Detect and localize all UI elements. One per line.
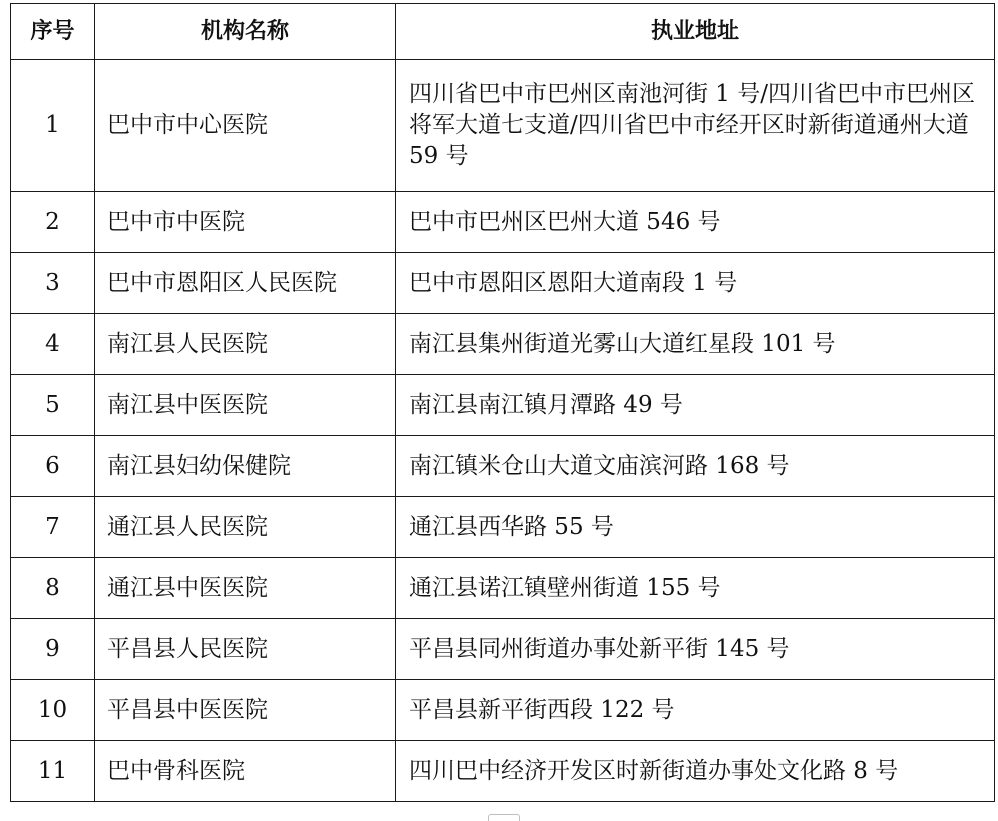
table-row [11, 253, 995, 314]
row-number: 5 [11, 375, 95, 436]
institution-address: 四川巴中经济开发区时新街道办事处文化路 8 号 [396, 741, 995, 802]
table-row [11, 192, 995, 253]
institution-name: 巴中骨科医院 [95, 741, 396, 802]
institution-address: 南江县南江镇月潭路 49 号 [396, 375, 995, 436]
institution-address: 平昌县同州街道办事处新平街 145 号 [396, 619, 995, 680]
institution-address: 通江县诺江镇壁州街道 155 号 [396, 558, 995, 619]
table-body [11, 60, 995, 802]
table-row [11, 375, 995, 436]
institution-address: 南江镇米仓山大道文庙滨河路 168 号 [396, 436, 995, 497]
institution-name: 平昌县人民医院 [95, 619, 396, 680]
institution-name: 南江县人民医院 [95, 314, 396, 375]
header-row [11, 4, 995, 60]
row-number: 1 [11, 60, 95, 192]
row-number: 11 [11, 741, 95, 802]
row-number: 7 [11, 497, 95, 558]
row-number: 3 [11, 253, 95, 314]
header-name: 机构名称 [95, 4, 396, 60]
institution-name: 南江县妇幼保健院 [95, 436, 396, 497]
row-number: 9 [11, 619, 95, 680]
table-row [11, 314, 995, 375]
table-row [11, 497, 995, 558]
table-row [11, 558, 995, 619]
institution-address: 巴中市恩阳区恩阳大道南段 1 号 [396, 253, 995, 314]
institution-address: 四川省巴中市巴州区南池河街 1 号/四川省巴中市巴州区将军大道七支道/四川省巴中市经开区时新街道通州大道 59 号 [396, 60, 995, 192]
table-row [11, 741, 995, 802]
institution-address: 通江县西华路 55 号 [396, 497, 995, 558]
table-row [11, 436, 995, 497]
row-number: 10 [11, 680, 95, 741]
institution-name: 巴中市中心医院 [95, 60, 396, 192]
page-scroll-handle[interactable] [488, 814, 520, 821]
table-row [11, 619, 995, 680]
institution-address: 平昌县新平街西段 122 号 [396, 680, 995, 741]
row-number: 2 [11, 192, 95, 253]
institution-address: 巴中市巴州区巴州大道 546 号 [396, 192, 995, 253]
row-number: 6 [11, 436, 95, 497]
header-address: 执业地址 [396, 4, 995, 60]
institution-table [10, 3, 995, 802]
institution-name: 通江县人民医院 [95, 497, 396, 558]
institution-name: 巴中市中医院 [95, 192, 396, 253]
table-header [11, 4, 995, 60]
table-row [11, 680, 995, 741]
institution-name: 平昌县中医医院 [95, 680, 396, 741]
institution-name: 巴中市恩阳区人民医院 [95, 253, 396, 314]
header-number: 序号 [11, 4, 95, 60]
institution-name: 通江县中医医院 [95, 558, 396, 619]
row-number: 8 [11, 558, 95, 619]
table-row [11, 60, 995, 192]
row-number: 4 [11, 314, 95, 375]
institution-name: 南江县中医医院 [95, 375, 396, 436]
institution-address: 南江县集州街道光雾山大道红星段 101 号 [396, 314, 995, 375]
